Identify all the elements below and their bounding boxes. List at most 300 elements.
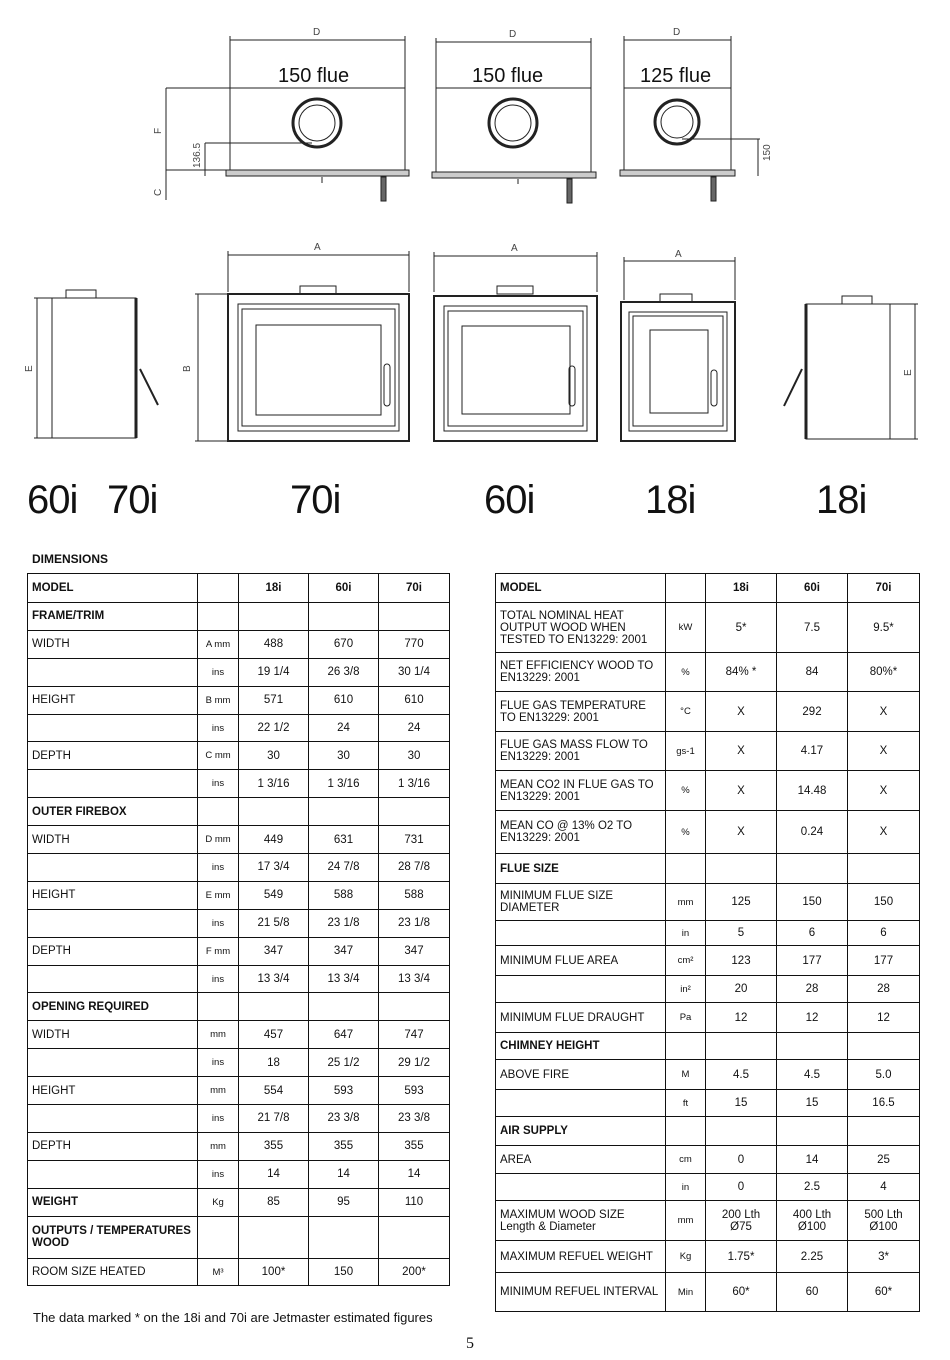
value-cell: 13 3/4 [309,965,379,993]
row-label [496,1201,666,1241]
value-cell: 125 [706,884,777,921]
row-label [496,1174,666,1201]
value-cell: 554 [239,1077,309,1105]
unit-cell: in [666,1174,706,1201]
row-label: OUTPUTS / TEMPERATURES WOOD [28,1216,198,1258]
row-label: OUTER FIREBOX [28,798,198,826]
value-cell: 60 [777,1273,848,1312]
unit-cell: ins [198,909,239,937]
header-cell: MODEL [28,574,198,603]
row-label: MEAN CO @ 13% O2 TO EN13229: 2001 [496,811,666,854]
value-cell: 25 1/2 [309,1049,379,1077]
unit-cell: mm [666,884,706,921]
row-label: MINIMUM REFUEL INTERVAL [496,1273,666,1312]
page-number: 5 [466,1335,474,1352]
unit-cell: B mm [198,686,239,714]
table-row [496,1003,920,1033]
row-label [28,1160,198,1188]
value-cell: 24 [379,714,450,742]
flue-label-2: 150 flue [472,65,544,87]
table-row [28,909,450,937]
dim-label-d-1: D [313,27,321,38]
header-cell [198,574,239,603]
value-cell: 24 [309,714,379,742]
model-label-front-60i: 60i [484,478,535,522]
row-label: AIR SUPPLY [496,1117,666,1146]
row-label: NET EFFICIENCY WOOD TO EN13229: 2001 [496,653,666,692]
value-cell: X [706,732,777,771]
row-label-line2: Length & Diameter [500,1220,596,1233]
table-row [28,1216,450,1258]
row-label [28,965,198,993]
value-cell: X [848,771,920,811]
value-cell: 84 [777,653,848,692]
value-cell: 21 5/8 [239,909,309,937]
value-cell: 2.25 [777,1241,848,1273]
table-row [496,921,920,946]
table-row [28,881,450,909]
table-row [496,1060,920,1090]
row-label: FRAME/TRIM [28,603,198,631]
row-label [28,770,198,798]
value-cell: 26 3/8 [309,658,379,686]
unit-cell: in² [666,976,706,1003]
value-cell [309,798,379,826]
performance-table [495,573,920,1312]
value-cell: 177 [777,946,848,976]
row-label: TOTAL NOMINAL HEAT OUTPUT WOOD WHEN TESTED TO EN13229: 2001 [496,603,666,653]
value-cell: 15 [777,1090,848,1117]
value-cell: 355 [239,1132,309,1160]
value-cell [239,993,309,1021]
table-row [28,798,450,826]
top-view-60i [432,38,596,203]
table-row [496,1033,920,1060]
unit-cell [198,993,239,1021]
value-cell: X [848,811,920,854]
row-label: WIDTH [28,826,198,854]
unit-cell [198,603,239,631]
value-cell: 23 1/8 [309,909,379,937]
table-row [28,686,450,714]
unit-cell: D mm [198,826,239,854]
table-row [28,1132,450,1160]
row-label: HEIGHT [28,1077,198,1105]
value-cell: 12 [848,1003,920,1033]
value-cell: 610 [309,686,379,714]
unit-cell: cm² [666,946,706,976]
unit-cell: ft [666,1090,706,1117]
unit-cell: % [666,811,706,854]
value-cell: 588 [309,881,379,909]
value-cell: 16.5 [848,1090,920,1117]
unit-cell: °C [666,692,706,732]
table-row [28,965,450,993]
value-cell: 15 [706,1090,777,1117]
header-cell: MODEL [496,574,666,603]
value-cell: 731 [379,826,450,854]
value-cell [309,603,379,631]
table-row [28,937,450,965]
unit-cell [666,1033,706,1060]
row-label: WIDTH [28,630,198,658]
table-row [496,1146,920,1174]
value-cell: 593 [379,1077,450,1105]
value-cell: 12 [777,1003,848,1033]
value-cell: 0 [706,1174,777,1201]
value-cell [848,1117,920,1146]
row-label [28,1105,198,1133]
technical-drawings [0,0,950,470]
value-cell: X [706,811,777,854]
value-cell: 123 [706,946,777,976]
value-cell: 30 [379,742,450,770]
dim-label-b: B [182,365,193,372]
value-cell: 355 [379,1132,450,1160]
value-cell: 1 3/16 [239,770,309,798]
value-cell: 0.24 [777,811,848,854]
table-row [28,1258,450,1286]
value-cell: 13 3/4 [379,965,450,993]
table-row [28,770,450,798]
value-cell [848,854,920,884]
value-cell: 6 [777,921,848,946]
model-label-side-70i: 70i [107,478,158,522]
value-cell: 22 1/2 [239,714,309,742]
row-label [28,714,198,742]
side-view-left [34,290,158,438]
row-label [496,976,666,1003]
table-row [496,1117,920,1146]
value-cell: 14 [379,1160,450,1188]
value-cell [706,1117,777,1146]
row-label: DEPTH [28,937,198,965]
unit-cell: A mm [198,630,239,658]
table-row [28,1049,450,1077]
value-cell: 588 [379,881,450,909]
unit-cell [198,1216,239,1258]
row-label: DEPTH [28,742,198,770]
unit-cell: % [666,653,706,692]
value-cell: 670 [309,630,379,658]
flue-label-3: 125 flue [640,65,712,87]
model-label-front-70i: 70i [290,478,341,522]
value-cell: 9.5* [848,603,920,653]
value-cell [239,1216,309,1258]
header-cell: 70i [848,574,920,603]
header-cell [666,574,706,603]
dim-label-e-2: E [903,369,914,376]
value-cell: X [848,732,920,771]
row-label: ABOVE FIRE [496,1060,666,1090]
unit-cell: Kg [198,1188,239,1216]
table-row [496,946,920,976]
dim-label-f: F [153,127,164,134]
unit-cell: gs-1 [666,732,706,771]
value-cell: 30 1/4 [379,658,450,686]
row-label: MEAN CO2 IN FLUE GAS TO EN13229: 2001 [496,771,666,811]
value-cell: 14.48 [777,771,848,811]
value-cell: 28 [848,976,920,1003]
value-cell: 571 [239,686,309,714]
value-cell: 95 [309,1188,379,1216]
model-label-front-18i: 18i [645,478,696,522]
value-cell: 292 [777,692,848,732]
unit-cell [198,798,239,826]
table-header-row [496,574,920,603]
value-cell: 1 3/16 [379,770,450,798]
value-cell: 4.5 [777,1060,848,1090]
unit-cell: ins [198,770,239,798]
row-label [28,854,198,882]
dim-label-d-3: D [673,27,681,38]
value-cell [379,798,450,826]
value-cell [239,603,309,631]
dimensions-table [27,573,450,1286]
row-label-line1: MAXIMUM WOOD SIZE [500,1208,625,1221]
value-cell: 347 [309,937,379,965]
value-cell: 449 [239,826,309,854]
row-label: OPENING REQUIRED [28,993,198,1021]
side-view-right [784,296,918,439]
value-cell: 747 [379,1021,450,1049]
value-cell: X [706,771,777,811]
value-cell: 5* [706,603,777,653]
table-row [28,1160,450,1188]
value-cell [379,993,450,1021]
value-cell: 631 [309,826,379,854]
table-row [28,1105,450,1133]
table-row [496,1273,920,1312]
row-label: MAXIMUM REFUEL WEIGHT [496,1241,666,1273]
unit-cell [666,854,706,884]
value-cell: 347 [379,937,450,965]
header-cell: 60i [777,574,848,603]
value-cell: 355 [309,1132,379,1160]
front-view-70i [195,251,409,441]
table-row [496,811,920,854]
value-cell: 23 3/8 [309,1105,379,1133]
value-cell [309,1216,379,1258]
row-label: HEIGHT [28,881,198,909]
header-cell: 18i [706,574,777,603]
value-cell: 400 Lth Ø100 [777,1201,848,1241]
value-cell: 30 [239,742,309,770]
value-cell [379,603,450,631]
value-cell: 14 [309,1160,379,1188]
row-label: FLUE SIZE [496,854,666,884]
row-label: DEPTH [28,1132,198,1160]
unit-cell: Kg [666,1241,706,1273]
row-label: ROOM SIZE HEATED [28,1258,198,1286]
value-cell: 549 [239,881,309,909]
unit-cell: cm [666,1146,706,1174]
value-cell: 7.5 [777,603,848,653]
table-row [496,1174,920,1201]
value-cell [706,854,777,884]
table-row [28,1021,450,1049]
value-cell: 593 [309,1077,379,1105]
value-cell: 3* [848,1241,920,1273]
row-label: MINIMUM FLUE AREA [496,946,666,976]
table-row [496,653,920,692]
table-row [28,630,450,658]
unit-cell: Pa [666,1003,706,1033]
table-row [28,993,450,1021]
unit-cell: ins [198,1049,239,1077]
unit-cell: ins [198,1105,239,1133]
row-label: CHIMNEY HEIGHT [496,1033,666,1060]
value-cell: 5.0 [848,1060,920,1090]
value-cell: 150 [777,884,848,921]
value-cell [777,1033,848,1060]
value-cell: 14 [777,1146,848,1174]
table-row [496,976,920,1003]
model-label-side-60i: 60i [27,478,78,522]
table-row [28,658,450,686]
row-label: WEIGHT [28,1188,198,1216]
value-cell [379,1216,450,1258]
table-row [28,714,450,742]
row-label [496,921,666,946]
value-cell [848,1033,920,1060]
value-cell: 610 [379,686,450,714]
table-row [28,1077,450,1105]
value-cell: 6 [848,921,920,946]
table-row [496,884,920,921]
value-cell: 18 [239,1049,309,1077]
value-cell: 4.17 [777,732,848,771]
table-row [496,603,920,653]
row-label: MINIMUM FLUE SIZE DIAMETER [496,884,666,921]
value-cell: 30 [309,742,379,770]
value-cell [777,854,848,884]
section-title: DIMENSIONS [32,552,109,566]
dim-label-c: C [153,188,164,196]
table-row [28,826,450,854]
unit-cell: F mm [198,937,239,965]
row-label [28,1049,198,1077]
table-header-row [28,574,450,603]
table-row [28,1188,450,1216]
value-cell: 29 1/2 [379,1049,450,1077]
value-cell: 200 Lth Ø75 [706,1201,777,1241]
value-cell: 488 [239,630,309,658]
table-row [496,854,920,884]
value-cell: 28 [777,976,848,1003]
value-cell [777,1117,848,1146]
table-row [496,1241,920,1273]
value-cell: 23 1/8 [379,909,450,937]
value-cell: 200* [379,1258,450,1286]
value-cell: 80%* [848,653,920,692]
value-cell: 5 [706,921,777,946]
value-cell: 177 [848,946,920,976]
unit-cell: ins [198,1160,239,1188]
unit-cell: ins [198,854,239,882]
unit-cell: mm [198,1077,239,1105]
value-cell: 12 [706,1003,777,1033]
value-cell: X [706,692,777,732]
front-view-18i [621,257,735,441]
row-label: FLUE GAS MASS FLOW TO EN13229: 2001 [496,732,666,771]
value-cell: 1.75* [706,1241,777,1273]
value-cell: X [848,692,920,732]
table-row [496,771,920,811]
dim-label-a-2: A [511,243,518,254]
value-cell: 647 [309,1021,379,1049]
header-cell: 60i [309,574,379,603]
unit-cell: E mm [198,881,239,909]
dim-label-150: 150 [762,144,773,161]
unit-cell: mm [666,1201,706,1241]
top-view-70i [166,36,409,201]
value-cell: 100* [239,1258,309,1286]
table-row [496,732,920,771]
value-cell: 4 [848,1174,920,1201]
row-label [28,909,198,937]
dim-label-d-2: D [509,29,517,40]
value-cell: 60* [848,1273,920,1312]
value-cell: 150 [848,884,920,921]
model-label-side-18i: 18i [816,478,867,522]
value-cell: 25 [848,1146,920,1174]
value-cell: 21 7/8 [239,1105,309,1133]
value-cell: 110 [379,1188,450,1216]
row-label: AREA [496,1146,666,1174]
flue-label-1: 150 flue [278,65,350,87]
footnote: The data marked * on the 18i and 70i are Jetmaster estimated figures [33,1310,433,1325]
row-label: MINIMUM FLUE DRAUGHT [496,1003,666,1033]
table-row [28,742,450,770]
table-row [496,1090,920,1117]
unit-cell: C mm [198,742,239,770]
value-cell: 0 [706,1146,777,1174]
front-view-60i [434,252,597,441]
header-cell: 70i [379,574,450,603]
value-cell: 150 [309,1258,379,1286]
value-cell: 28 7/8 [379,854,450,882]
value-cell: 24 7/8 [309,854,379,882]
table-row [496,1201,920,1241]
value-cell: 23 3/8 [379,1105,450,1133]
row-label [496,1090,666,1117]
value-cell [706,1033,777,1060]
value-cell: 84% * [706,653,777,692]
unit-cell: in [666,921,706,946]
unit-cell: ins [198,965,239,993]
unit-cell [666,1117,706,1146]
value-cell [239,798,309,826]
value-cell: 457 [239,1021,309,1049]
dim-label-a-3: A [675,249,682,260]
unit-cell: M³ [198,1258,239,1286]
value-cell: 1 3/16 [309,770,379,798]
table-row [496,692,920,732]
value-cell: 13 3/4 [239,965,309,993]
value-cell: 19 1/4 [239,658,309,686]
value-cell: 17 3/4 [239,854,309,882]
unit-cell: kW [666,603,706,653]
value-cell: 4.5 [706,1060,777,1090]
unit-cell: mm [198,1021,239,1049]
value-cell: 60* [706,1273,777,1312]
unit-cell: ins [198,714,239,742]
value-cell: 500 Lth Ø100 [848,1201,920,1241]
dim-label-a-1: A [314,242,321,253]
unit-cell: Min [666,1273,706,1312]
value-cell: 347 [239,937,309,965]
